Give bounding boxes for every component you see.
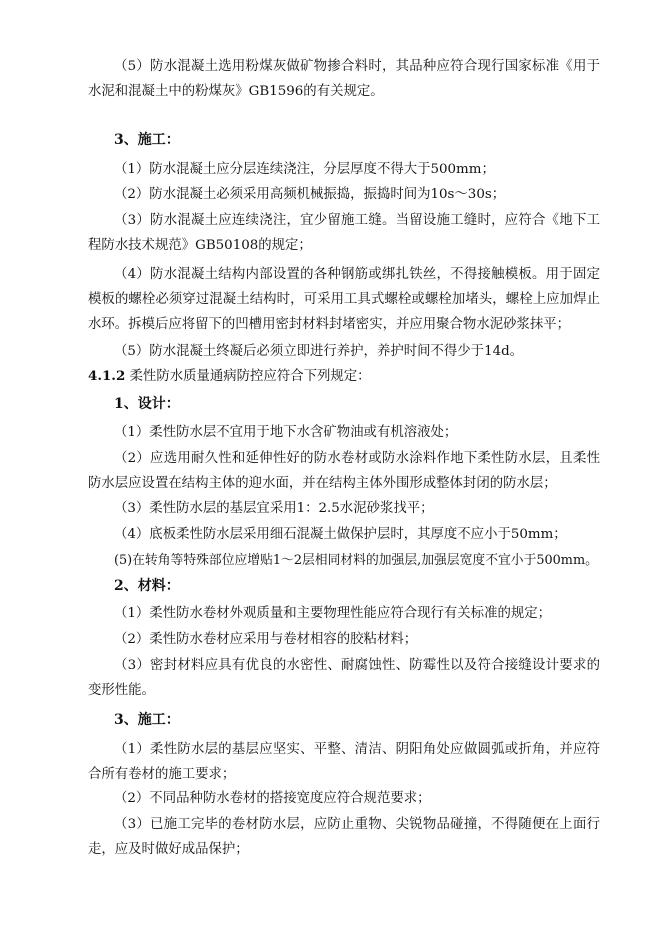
paragraph-c2-vibration: （2）防水混凝土必须采用高频机械振捣，振捣时间为10s～30s； — [114, 187, 506, 202]
paragraph-c3-construction-joint: （3）防水混凝土应连续浇注，宜少留施工缝。当留设施工缝时，应符合《地下工程防水技术规范》GB50108的规定； — [88, 213, 600, 253]
paragraph-s3: （3）已施工完毕的卷材防水层，应防止重物、尖锐物品碰撞，不得随便在上面行走，应及时做好成品保护； — [88, 817, 600, 857]
paragraph-m2: （2）柔性防水卷材应采用与卷材相容的胶粘材料； — [114, 632, 418, 647]
heading-design: 1、设计： — [114, 396, 180, 412]
paragraph-c4-formwork-bolts: （4）防水混凝土结构内部设置的各种钢筋或绑扎铁丝，不得接触模板。用于固定模板的螺栓必须穿过混凝土结构时，可采用工具式螺栓或螺栓加堵头，螺栓上应加焊止水环。拆模后应将留下的凹槽用密封材料封堵密实，并应用聚合物水泥砂浆抹平； — [88, 267, 600, 332]
paragraph-s1: （1）柔性防水层的基层应坚实、平整、清洁、阴阳角处应做圆弧或折角，并应符合所有卷材的施工要求； — [88, 742, 600, 782]
heading-construction-2: 3、施工： — [114, 712, 180, 728]
section-number: 4.1.2 — [88, 368, 126, 384]
paragraph-d2: （2）应选用耐久性和延伸性好的防水卷材或防水涂料作地下柔性防水层，且柔性防水层应设置在结构主体的迎水面，并在结构主体外围形成整体封闭的防水层； — [88, 451, 600, 491]
paragraph-c1-layered-pouring: （1）防水混凝土应分层连续浇注，分层厚度不得大于500mm； — [114, 162, 495, 177]
paragraph-d3: （3）柔性防水层的基层宜采用1：2.5水泥砂浆找平； — [114, 501, 434, 516]
heading-materials: 2、材料： — [114, 578, 180, 594]
paragraph-m1: （1）柔性防水卷材外观质量和主要物理性能应符合现行有关标准的规定； — [114, 606, 552, 621]
paragraph-c5-curing: （5）防水混凝土终凝后必须立即进行养护，养护时间不得少于14d。 — [114, 344, 524, 359]
heading-construction-1: 3、施工： — [114, 132, 180, 148]
paragraph-m3: （3）密封材料应具有优良的水密性、耐腐蚀性、防霉性以及符合接缝设计要求的变形性能。 — [88, 658, 600, 698]
paragraph-d1: （1）柔性防水层不宜用于地下水含矿物油或有机溶液处； — [114, 425, 458, 440]
section-title: 柔性防水质量通病防控应符合下列规定： — [129, 369, 371, 384]
paragraph-d4: （4）底板柔性防水层采用细石混凝土做保护层时，其厚度不应小于50mm； — [114, 527, 567, 542]
paragraph-d5: (5)在转角等特殊部位应增贴1～2层相同材料的加强层,加强层宽度不宜小于500mm。 — [114, 553, 598, 568]
paragraph-3-5-flyash: （5）防水混凝土选用粉煤灰做矿物掺合料时，其品种应符合现行国家标准《用于水泥和混凝土中的粉煤灰》GB1596的有关规定。 — [88, 59, 600, 99]
section-4-1-2 — [88, 364, 371, 389]
paragraph-s2: （2）不同品种防水卷材的搭接宽度应符合规范要求； — [114, 791, 431, 806]
